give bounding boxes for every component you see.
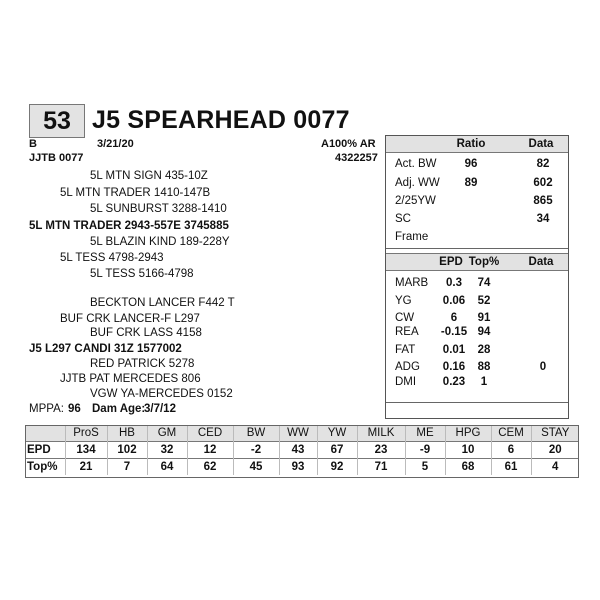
carcass-row-top: 52 (477, 295, 491, 307)
top-cell: 64 (147, 459, 187, 476)
ratio-header: Ratio (456, 138, 486, 150)
epd-cell: 43 (279, 442, 317, 459)
top-cell: 61 (491, 459, 531, 476)
table-corner (25, 425, 65, 442)
carcass-top-header: Top% (468, 256, 500, 268)
carcass-row-label: MARB (395, 277, 429, 289)
carcass-row-label: FAT (395, 344, 416, 356)
sex: B (29, 138, 37, 150)
carcass-data-header: Data (528, 256, 554, 268)
carcass-row-top: 74 (477, 277, 491, 289)
col-header: STAY (531, 425, 579, 442)
carcass-row-top: 91 (477, 312, 491, 324)
ratio-row-data: 602 (533, 177, 553, 189)
top-cell: 5 (405, 459, 445, 476)
carcass-row-top: 28 (477, 344, 491, 356)
carcass-row-top: 88 (477, 361, 491, 373)
col-header: GM (147, 425, 187, 442)
pedigree-dsd: BUF CRK LASS 4158 (90, 327, 202, 339)
epd-row-label: EPD (25, 442, 65, 459)
top-cell: 62 (187, 459, 233, 476)
epd-table (25, 425, 579, 475)
pedigree-ss: 5L MTN TRADER 1410-147B (60, 187, 211, 199)
top-cell: 68 (445, 459, 491, 476)
pedigree-ssd: 5L SUNBURST 3288-1410 (90, 203, 227, 215)
mppa-value: 96 (68, 403, 81, 415)
pedigree-ds: BUF CRK LANCER-F L297 (60, 313, 200, 325)
animal-name: J5 SPEARHEAD 0077 (92, 106, 350, 134)
epd-cell: 102 (107, 442, 147, 459)
lot-number: 53 (29, 104, 85, 138)
epd-cell: 10 (445, 442, 491, 459)
top-cell: 45 (233, 459, 279, 476)
box-divider (386, 248, 568, 249)
top-cell: 7 (107, 459, 147, 476)
col-header: HPG (445, 425, 491, 442)
birth-date: 3/21/20 (97, 138, 134, 150)
col-header: ProS (65, 425, 107, 442)
epd-cell: 23 (357, 442, 405, 459)
epd-cell: 12 (187, 442, 233, 459)
pedigree-sdd: 5L TESS 5166-4798 (90, 268, 194, 280)
breed-status: A100% AR (321, 138, 376, 150)
ratio-row-data: 34 (536, 213, 550, 225)
epd-cell: 134 (65, 442, 107, 459)
col-header: MILK (357, 425, 405, 442)
top-percent-row (25, 459, 579, 476)
carcass-row-label: ADG (395, 361, 420, 373)
tattoo: JJTB 0077 (29, 152, 84, 164)
col-header: YW (317, 425, 357, 442)
carcass-row-epd: -0.15 (440, 326, 468, 338)
pedigree-sss: 5L MTN SIGN 435-10Z (90, 170, 208, 182)
epd-row (25, 442, 579, 459)
carcass-row-top: 1 (480, 376, 488, 388)
ratio-row-label: Act. BW (395, 158, 437, 170)
ratio-row-label: Frame (395, 231, 429, 243)
col-header: ME (405, 425, 445, 442)
epd-cell: -9 (405, 442, 445, 459)
top-cell: 92 (317, 459, 357, 476)
col-header: CED (187, 425, 233, 442)
col-header: WW (279, 425, 317, 442)
carcass-row-top: 94 (477, 326, 491, 338)
col-header: HB (107, 425, 147, 442)
carcass-row-data: 0 (539, 361, 547, 373)
ratio-row-label: SC (395, 213, 411, 225)
epd-cell: 6 (491, 442, 531, 459)
ratio-row-label: Adj. WW (395, 177, 440, 189)
pedigree-dss: BECKTON LANCER F442 T (90, 297, 235, 309)
col-header: BW (233, 425, 279, 442)
carcass-row-epd: 0.01 (442, 344, 466, 356)
carcass-row-epd: 0.3 (446, 277, 462, 289)
top-cell: 21 (65, 459, 107, 476)
pedigree-sds: 5L BLAZIN KIND 189-228Y (90, 236, 230, 248)
top-cell: 4 (531, 459, 579, 476)
carcass-epd-header: EPD (439, 256, 463, 268)
box-bottom-divider (386, 402, 568, 403)
ratio-row-ratio: 96 (464, 158, 478, 170)
carcass-row-epd: 0.06 (442, 295, 466, 307)
pedigree-ddd: VGW YA-MERCEDES 0152 (90, 388, 233, 400)
carcass-row-label: CW (395, 312, 415, 324)
carcass-row-epd: 0.23 (442, 376, 466, 388)
ratio-row-data: 865 (533, 195, 553, 207)
carcass-row-label: REA (395, 326, 419, 338)
epd-cell: 20 (531, 442, 579, 459)
carcass-row-epd: 6 (450, 312, 458, 324)
dam-age-label: Dam Age: (92, 403, 146, 415)
pedigree-dd: JJTB PAT MERCEDES 806 (60, 373, 201, 385)
data-header: Data (528, 138, 554, 150)
carcass-row-label: DMI (395, 376, 417, 388)
pedigree-sire: 5L MTN TRADER 2943-557E 3745885 (29, 220, 229, 232)
top-cell: 71 (357, 459, 405, 476)
ratio-row-data: 82 (536, 158, 550, 170)
pedigree-sd: 5L TESS 4798-2943 (60, 252, 164, 264)
dam-age-value: 3/7/12 (144, 403, 176, 415)
registration-number: 4322257 (335, 152, 378, 164)
ratio-row-ratio: 89 (464, 177, 478, 189)
performance-box (385, 135, 569, 419)
col-header: CEM (491, 425, 531, 442)
epd-table-header-row (25, 425, 579, 442)
pedigree-dam: J5 L297 CANDI 31Z 1577002 (29, 343, 182, 355)
epd-cell: -2 (233, 442, 279, 459)
mppa-label: MPPA: (29, 403, 64, 415)
epd-cell: 32 (147, 442, 187, 459)
carcass-row-epd: 0.16 (442, 361, 466, 373)
top-cell: 93 (279, 459, 317, 476)
top-row-label: Top% (25, 459, 65, 476)
epd-cell: 67 (317, 442, 357, 459)
carcass-row-label: YG (395, 295, 412, 307)
pedigree-dds: RED PATRICK 5278 (90, 358, 195, 370)
ratio-row-label: 2/25YW (395, 195, 436, 207)
